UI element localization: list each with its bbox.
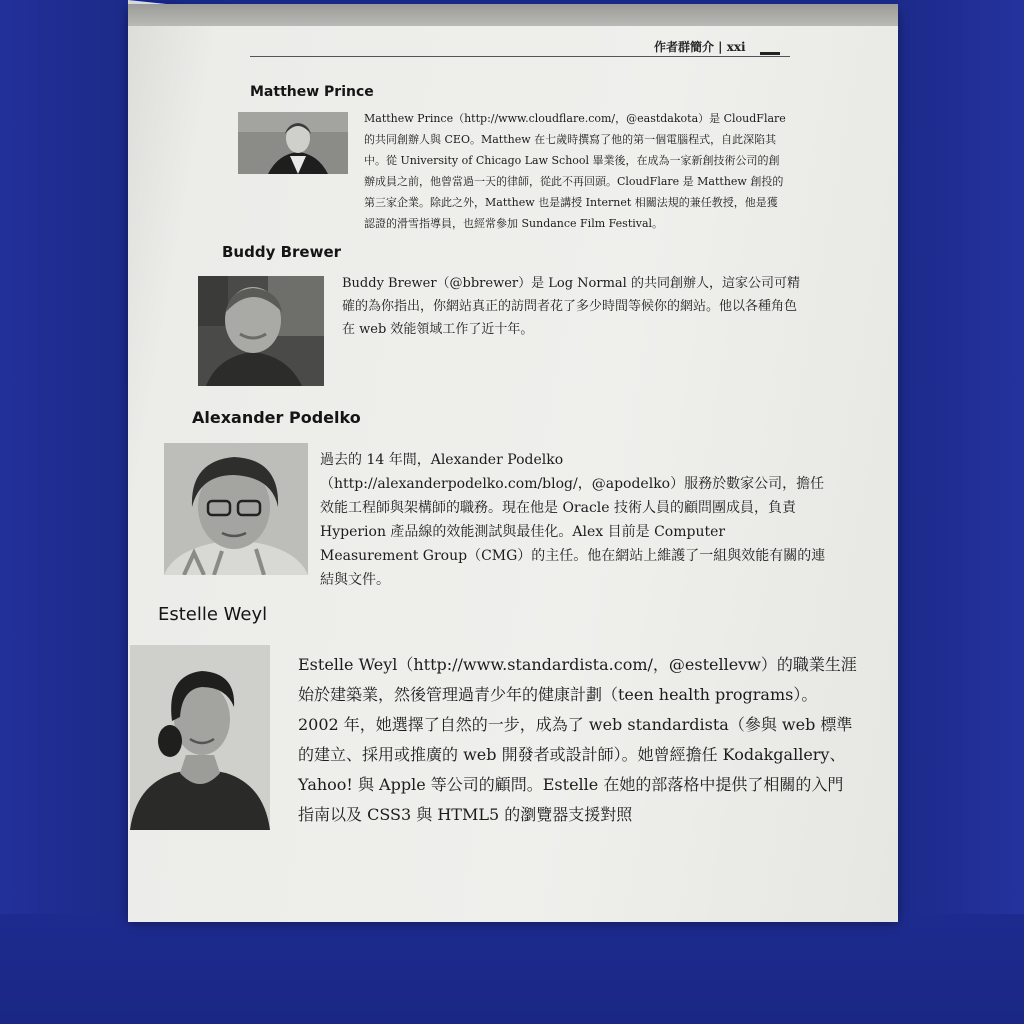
author-photo bbox=[238, 112, 348, 174]
header-tick bbox=[760, 52, 780, 55]
author-bio: Estelle Weyl（http://www.standardista.com/，@estellevw）的職業生涯始於建築業，然後管理過青少年的健康計劃（teen health programs）。2002 年，她選擇了自然的一步，成為了 web standardista（參與 web 標準的建立、採用或推廣的 web 開發者或設計師）。她曾經擔任 Kodakgallery、Yahoo! 與 Apple 等公司的顧問。Estelle 在她的部落格中提供了相關的入門指南以及 CSS3 與 HTML5 的瀏覽器支援對照 bbox=[298, 655, 857, 824]
author-photo bbox=[164, 443, 308, 575]
author-name: Estelle Weyl bbox=[158, 604, 268, 625]
author-bio: Buddy Brewer（@bbrewer）是 Log Normal 的共同創辦人，這家公司可精確的為你指出，你網站真正的訪問者花了多少時間等候你的網站。他以各種角色在 web 效能領域工作了近十年。 bbox=[342, 276, 800, 337]
header-rule bbox=[250, 56, 790, 57]
author-bio: 過去的 14 年間，Alexander Podelko（http://alexanderpodelko.com/blog/，@apodelko）服務於數家公司，擔任效能工程師與架構師的職務。現在他是 Oracle 技術人員的顧問團成員，負責 Hyperion 產品線的效能測試與最佳化。Alex 目前是 Computer Measurement Group（CMG）的主任。他在網站上維護了一組與效能有關的連結與文件。 bbox=[320, 452, 826, 588]
author-bio: Matthew Prince（http://www.cloudflare.com/，@eastdakota）是 CloudFlare 的共同創辦人與 CEO。Matthew 在七歲時撰寫了他的第一個電腦程式，自此深陷其中。從 University of Chicago Law School 畢業後，在成為一家新創技術公司的創辦成員之前，他曾當過一天的律師，從此不再回頭。CloudFlare 是 Matthew 創投的第三家企業。除此之外，Matthew 也是講授 Internet 相關法規的兼任教授，他是獲認證的滑雪指導員，也經常參加 Sundance Film Festival。 bbox=[364, 112, 786, 230]
author-name: Buddy Brewer bbox=[222, 243, 342, 261]
author-name: Alexander Podelko bbox=[192, 408, 361, 427]
author-photo bbox=[198, 276, 324, 386]
table-surface-left bbox=[0, 0, 130, 1024]
table-surface-bottom bbox=[0, 914, 1024, 1024]
author-name: Matthew Prince bbox=[250, 84, 374, 100]
author-photo bbox=[130, 645, 270, 830]
running-header: 作者群簡介 | xxi bbox=[654, 40, 746, 54]
table-surface-right bbox=[894, 0, 1024, 1024]
page-top-shadow bbox=[128, 4, 898, 26]
